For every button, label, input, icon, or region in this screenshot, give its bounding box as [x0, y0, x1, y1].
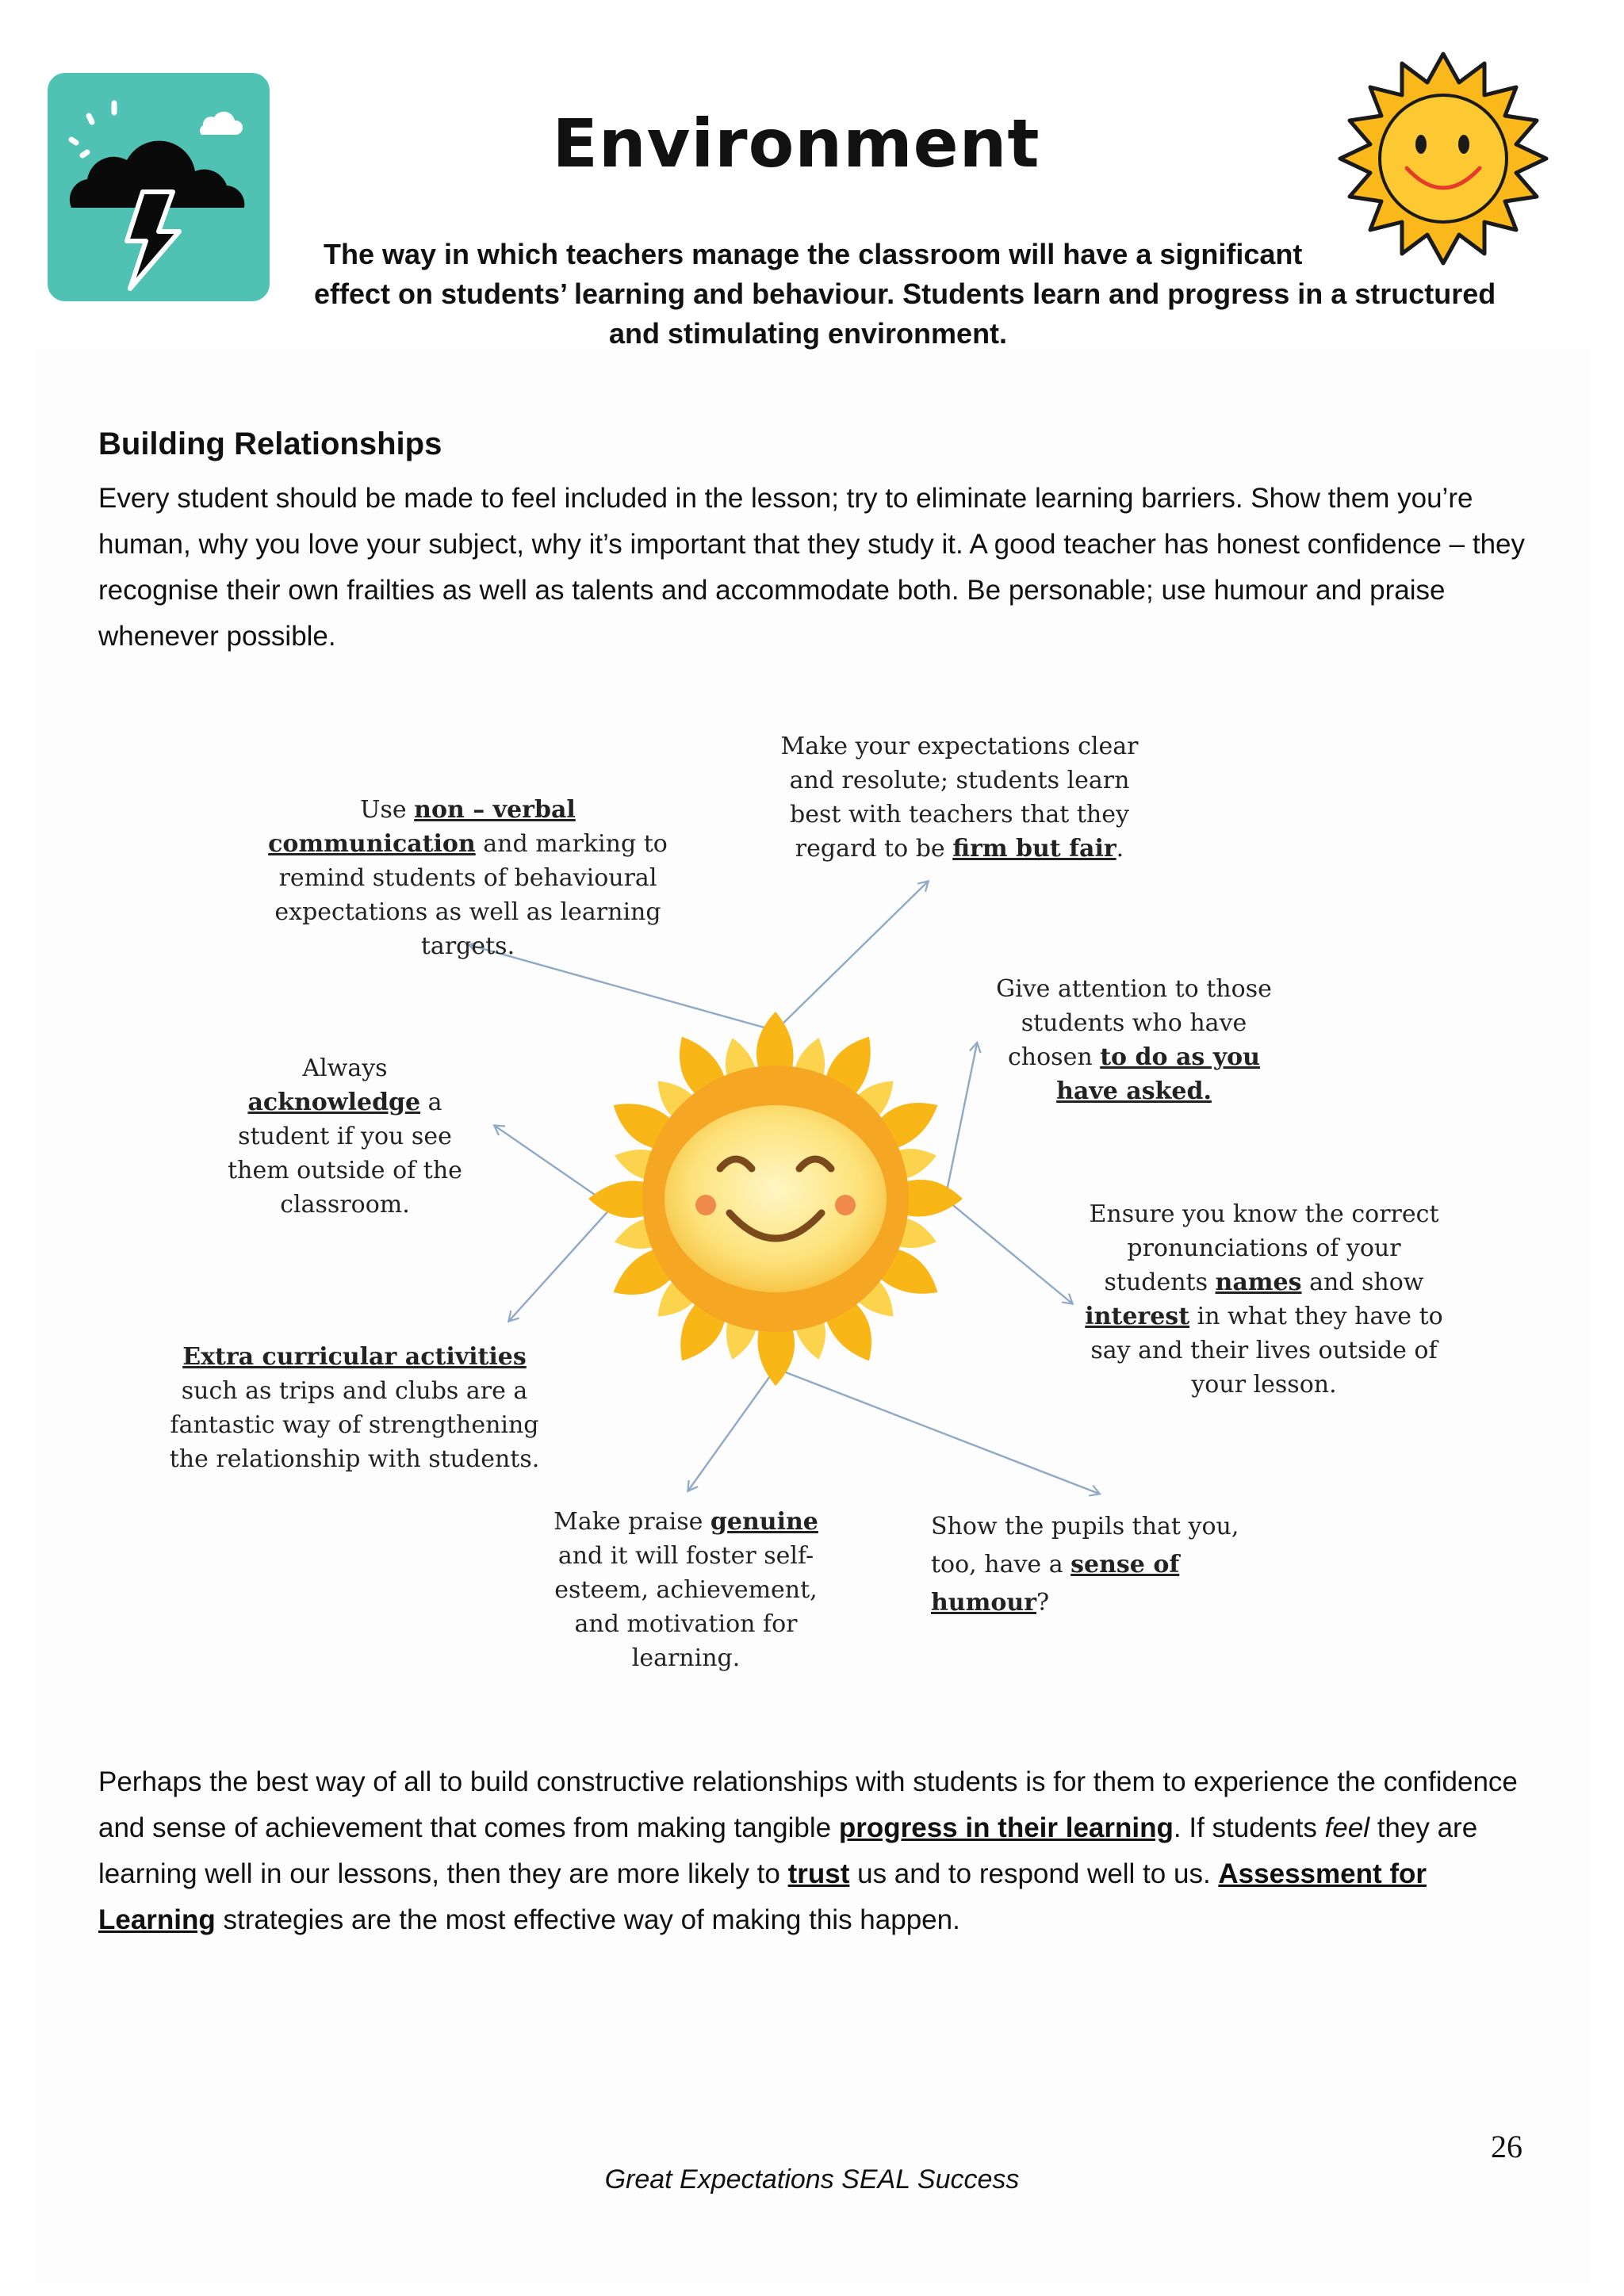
caption-acknowledge: Always acknowledge a student if you see them outside of the classroom. — [228, 1054, 462, 1219]
section-paragraph: Every student should be made to feel included in the lesson; try to eliminate learning barriers. Show them you’re human, why you love your subject, why it’s important that they study it. A good teacher has honest confidence – they recognise their own frailties as well as talents and accommodate both. Be personable; use humour and praise whenever possible. — [98, 483, 1526, 652]
section-heading: Building Relationships — [98, 427, 442, 461]
arrow-to-expectations — [776, 882, 928, 1031]
caption-names-interest: Ensure you know the correct pronunciations of your students names and show interest in what they have to say and their lives outside of your lesson. — [1085, 1200, 1443, 1399]
intro-line-2: effect on students’ learning and behaviour. Students learn and progress in a structured — [314, 277, 1496, 310]
page-title: Environment — [552, 105, 1040, 182]
link-progress-in-learning: progress in their learning — [838, 1812, 1174, 1843]
relationships-diagram — [0, 698, 1624, 1697]
caption-sense-of-humour: Show the pupils that you, too, have a sense of humour? — [931, 1513, 1239, 1617]
smiling-sun-illustration — [588, 1012, 963, 1386]
arrow-to-names — [945, 1199, 1072, 1303]
arrow-to-extracurricular — [509, 1207, 612, 1321]
caption-give-attention: Give attention to those students who have chosen to do as you have asked. — [996, 975, 1272, 1105]
intro-line-3: and stimulating environment. — [609, 317, 1008, 350]
arrow-to-humour — [776, 1368, 1099, 1494]
caption-praise-genuine: Make praise genuine and it will foster self-esteem, achievement, and motivation for learning. — [553, 1508, 818, 1672]
emphasis-assessment-for-learning: Assessment for Learning — [98, 1858, 1427, 1935]
intro-line-1: The way in which teachers manage the classroom will have a significant — [324, 238, 1303, 270]
caption-extra-curricular: Extra curricular activities such as trips and clubs are a fantastic way of strengthening the relationship with students. — [169, 1343, 540, 1473]
footer-text: Great Expectations SEAL Success — [604, 2164, 1020, 2195]
caption-clear-expectations: Make your expectations clear and resolute; students learn best with teachers that they regard to be firm but fair. — [780, 733, 1139, 863]
caption-nonverbal-communication: Use non – verbal communication and marking to remind students of behavioural expectations as well as learning targets. — [268, 796, 668, 960]
emphasis-trust: trust — [787, 1858, 850, 1889]
closing-paragraph: Perhaps the best way of all to build constructive relationships with students is for them to experience the confidence and sense of achievement that comes from making tangible progress in their learning. If students feel they are learning well in our lessons, then they are more likely to trust us and to respond well to us. Assessment for Learning strategies are the most effective way of making this happen. — [98, 1766, 1518, 1935]
arrow-to-attention — [945, 1043, 977, 1199]
arrow-to-praise — [688, 1368, 776, 1490]
page-number: 26 — [1491, 2129, 1522, 2164]
